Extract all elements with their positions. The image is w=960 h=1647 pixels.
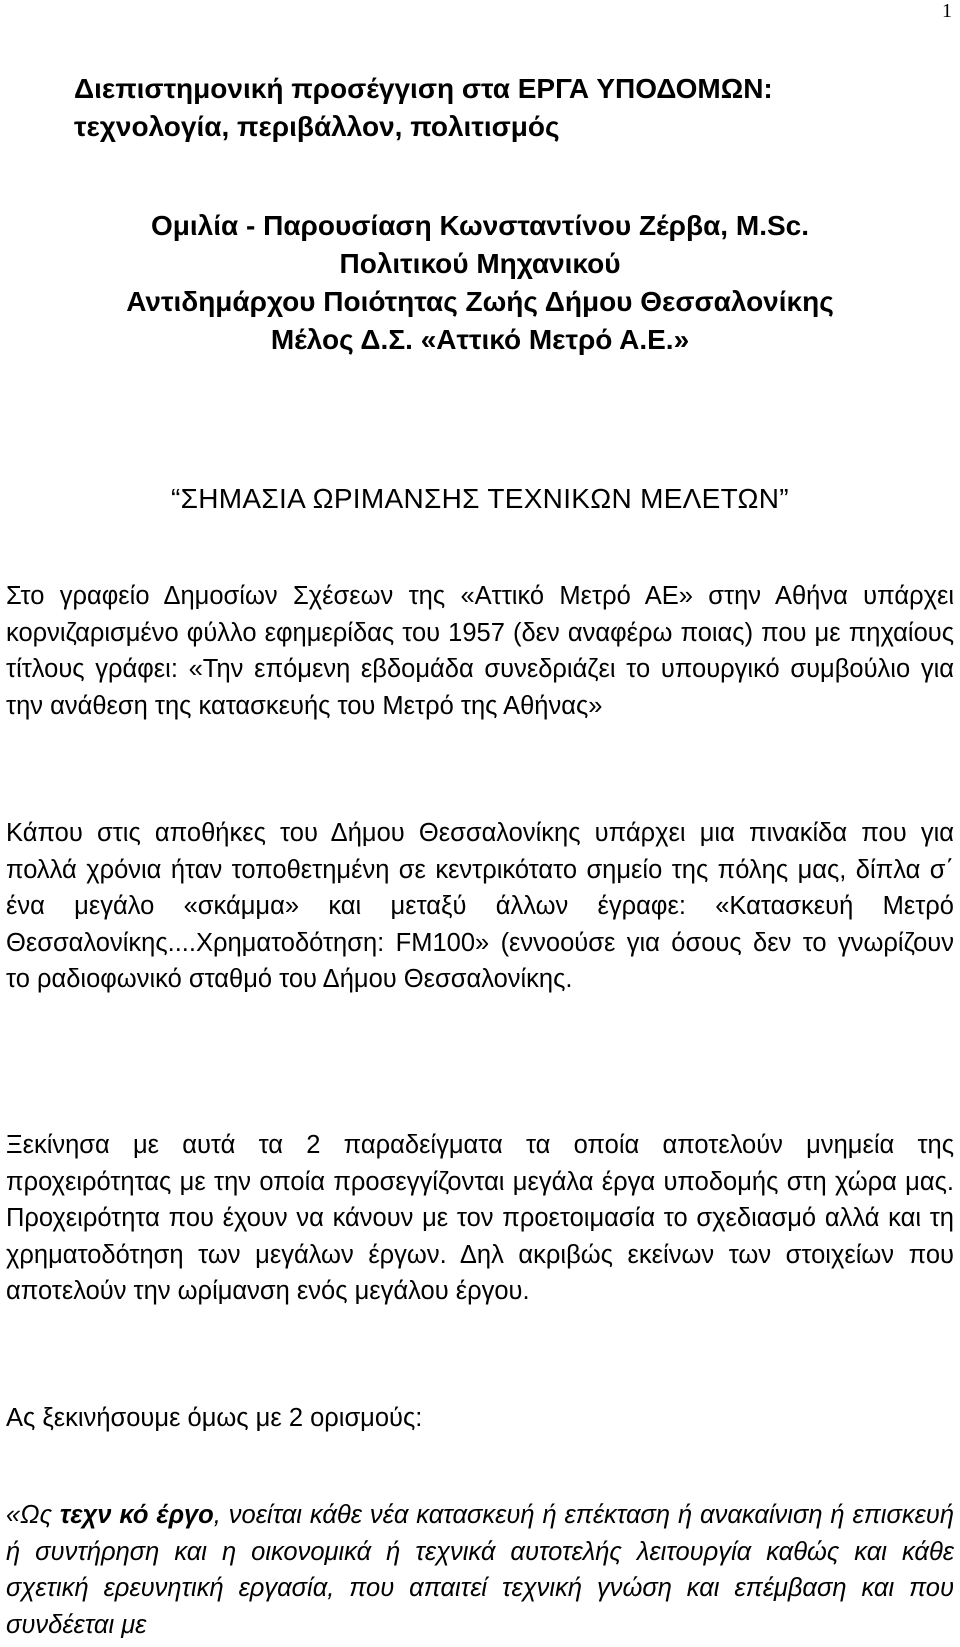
paragraph-definition: [6, 1497, 954, 1643]
paragraph-newspaper: Στο γραφείο Δημοσίων Σχέσεων της «Αττικό Μετρό ΑΕ» στην Αθήνα υπάρχει κορνιζαρισμένο φύλλο εφημερίδας του 1957 (δεν αναφέρω ποιας) που με πηχαίους τίτλους γράφει: «Την επόμενη εβδομάδα συνεδριάζει το υπουργικό συμβούλιο για την ανάθεση της κατασκευής του Μετρό της Αθήνας»: [6, 582, 954, 720]
speaker-block: [0, 207, 960, 359]
speaker-role-line: Αντιδημάρχου Ποιότητας Ζωής Δήμου Θεσσαλονίκης: [126, 286, 834, 317]
document-title: Διεπιστημονική προσέγγιση στα ΕΡΓΑ ΥΠΟΔΟΜΩΝ: τεχνολογία, περιβάλλον, πολιτισμός: [74, 73, 773, 142]
section-heading: “ΣΗΜΑΣΙΑ ΩΡΙΜΑΝΣΗΣ ΤΕΧΝΙΚΩΝ ΜΕΛΕΤΩΝ”: [171, 483, 789, 514]
speaker-profession-line: Πολιτικού Μηχανικού: [339, 248, 621, 279]
page-number: 1: [942, 0, 952, 22]
definition-open: «Ως: [6, 1501, 60, 1529]
paragraph-definitions-intro: Ας ξεκινήσουμε όμως με 2 ορισμούς:: [6, 1404, 423, 1432]
speaker-name-line: Ομιλία - Παρουσίαση Κωνσταντίνου Ζέρβα, M.Sc.: [150, 210, 809, 241]
paragraph-sign: Κάπου στις αποθήκες του Δήμου Θεσσαλονίκης υπάρχει μια πινακίδα που για πολλά χρόνια ήταν τοποθετημένη σε κεντρικότατο σημείο της πόλης μας, δίπλα σ΄ ένα μεγάλο «σκάμμα» και μεταξύ άλλων έγραφε: «Κατασκευή Μετρό Θεσσαλονίκης....Χρηματοδότηση: FM100» (εννοούσε για όσους δεν το γνωρίζουν το ραδιοφωνικό σταθμό του Δήμου Θεσσαλονίκης.: [6, 819, 954, 994]
definition-body: , νοείται κάθε νέα κατασκευή ή επέκταση ή ανακαίνιση ή επισκευή ή συντήρηση και η οικονομικά ή τεχνικά αυτοτελής λειτουργία καθώς και κάθε σχετική ερευνητική εργασία, που απαιτεί τεχνική γνώση και επέμβαση και που συνδέεται με: [6, 1501, 954, 1639]
definition-term: τεχν κό έργο: [59, 1501, 214, 1529]
speaker-membership-line: Μέλος Δ.Σ. «Αττικό Μετρό Α.Ε.»: [270, 324, 690, 355]
paragraph-examples: Ξεκίνησα με αυτά τα 2 παραδείγματα τα οποία αποτελούν μνημεία της προχειρότητας με την οποία προσεγγίζονται μεγάλα έργα υποδομής στη χώρα μας. Προχειρότητα που έχουν να κάνουν με τον προετοιμασία το σχεδιασμό αλλά και τη χρηματοδότηση των μεγάλων έργων. Δηλ ακριβώς εκείνων των στοιχείων που αποτελούν την ωρίμανση ενός μεγάλου έργου.: [6, 1131, 954, 1306]
